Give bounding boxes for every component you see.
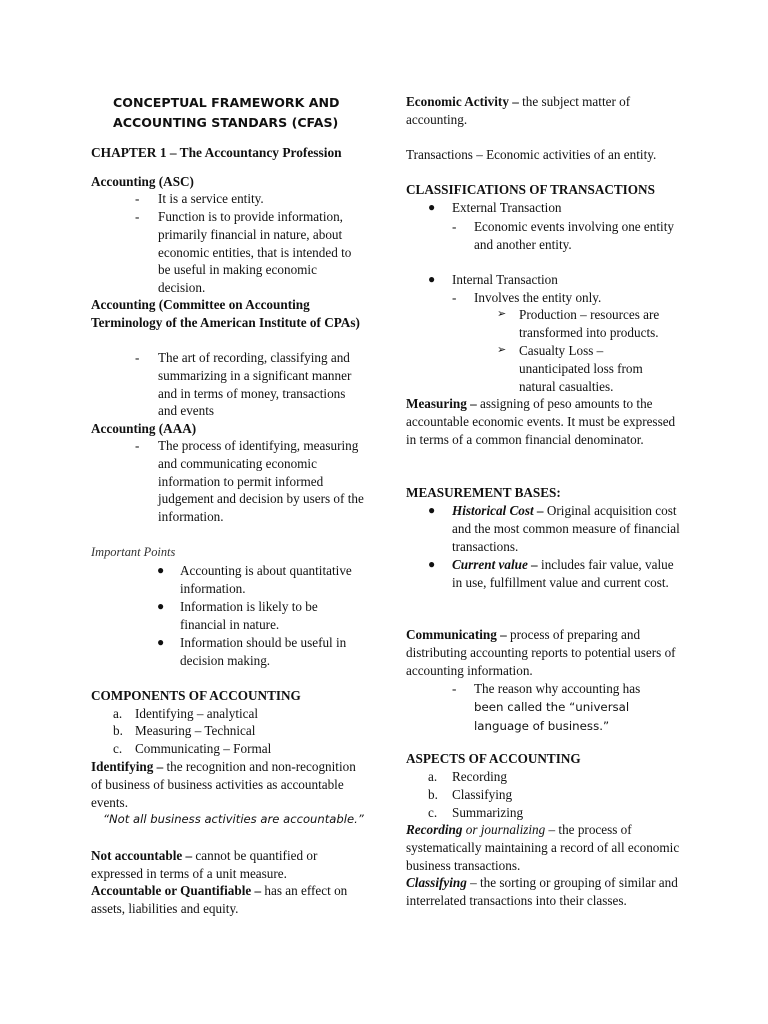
recording-paragraph: Recording or journalizing – the process of systematically maintaining a record of all economic business transactions. <box>406 822 680 873</box>
dash-marker: - <box>452 290 457 305</box>
identifying-quote: “Not all business activities are accountable.” <box>103 812 364 826</box>
arrow-bullet-icon: ➢ <box>497 344 507 356</box>
important-item-2: ● Information is likely to be financial in nature. <box>157 599 318 632</box>
casualty-loss-item: ➢ Casualty Loss – unanticipated loss from natural casualties. <box>497 343 643 394</box>
aspects-item-c: c. Summarizing <box>428 805 524 820</box>
asc-heading: Accounting (ASC) <box>91 174 194 189</box>
components-item-b: b. Measuring – Technical <box>113 723 256 738</box>
committee-heading: Accounting (Committee on Accounting Terminology of the American Institute of CPAs) <box>91 297 360 330</box>
bullet-icon: ● <box>428 503 436 517</box>
identifying-paragraph: Identifying – the recognition and non-recognition of business of business activities as accountable events. <box>91 759 356 810</box>
dash-marker: - <box>452 681 457 696</box>
internal-transaction-sub: - Involves the entity only. <box>452 290 602 305</box>
dash-marker: - <box>452 219 457 234</box>
components-item-c: c. Communicating – Formal <box>113 741 272 756</box>
classifications-heading: CLASSIFICATIONS OF TRANSACTIONS <box>406 182 655 197</box>
dash-marker: - <box>135 350 140 365</box>
communicating-paragraph: Communicating – process of preparing and distributing accounting reports to potential users of accounting information. <box>406 627 676 678</box>
bullet-icon: ● <box>428 272 436 286</box>
important-points-heading: Important Points <box>91 545 176 559</box>
classifying-paragraph: Classifying – the sorting or grouping of similar and interrelated transactions into their classes. <box>406 875 678 908</box>
communicating-sub: - The reason why accounting has been called the “universal language of business.” <box>452 681 641 733</box>
document-title: CONCEPTUAL FRAMEWORK AND ACCOUNTING STANDARS (CFAS) <box>113 95 340 130</box>
not-accountable-paragraph: Not accountable – cannot be quantified or expressed in terms of a unit measure. <box>91 848 318 881</box>
current-value-item: ● Current value – includes fair value, value in use, fulfillment value and current cost. <box>428 557 674 590</box>
dash-marker: - <box>135 209 140 224</box>
economic-activity-paragraph: Economic Activity – the subject matter of accounting. <box>406 94 631 127</box>
aspects-item-a: a. Recording <box>428 769 507 784</box>
aspects-heading: ASPECTS OF ACCOUNTING <box>406 751 581 766</box>
aspects-item-b: b. Classifying <box>428 787 513 802</box>
internal-transaction: ● Internal Transaction <box>428 272 558 287</box>
arrow-bullet-icon: ➢ <box>497 308 507 320</box>
important-item-3: ● Information should be useful in decision making. <box>157 635 347 668</box>
important-item-1: ● Accounting is about quantitative information. <box>157 563 352 596</box>
bullet-icon: ● <box>157 563 165 577</box>
committee-item-1: - The art of recording, classifying and summarizing in a significant manner and in terms of money, transactions and events <box>135 350 352 419</box>
transactions-paragraph: Transactions – Economic activities of an entity. <box>406 147 657 162</box>
components-heading: COMPONENTS OF ACCOUNTING <box>91 688 301 703</box>
bullet-icon: ● <box>428 557 436 571</box>
aaa-item-1: - The process of identifying, measuring and communicating economic information to permit informed judgement and decision by users of the information. <box>135 438 364 525</box>
aaa-heading: Accounting (AAA) <box>91 421 197 436</box>
external-transaction-sub: - Economic events involving one entity and another entity. <box>452 219 674 252</box>
measuring-paragraph: Measuring – assigning of peso amounts to the accountable economic events. It must be expressed in terms of a common financial denominator. <box>406 396 676 447</box>
historical-cost-item: ● Historical Cost – Original acquisition cost and the most common measure of financial transactions. <box>428 503 680 554</box>
asc-item-1: - It is a service entity. <box>135 191 264 206</box>
bullet-icon: ● <box>428 200 436 214</box>
bullet-icon: ● <box>157 635 165 649</box>
production-item: ➢ Production – resources are transformed into products. <box>497 307 660 340</box>
bullet-icon: ● <box>157 599 165 613</box>
components-item-a: a. Identifying – analytical <box>113 706 259 721</box>
accountable-paragraph: Accountable or Quantifiable – has an effect on assets, liabilities and equity. <box>91 883 348 916</box>
dash-marker: - <box>135 191 140 206</box>
dash-marker: - <box>135 438 140 453</box>
measurement-bases-heading: MEASUREMENT BASES: <box>406 485 561 500</box>
chapter-heading: CHAPTER 1 – The Accountancy Profession <box>91 145 342 160</box>
asc-item-2: - Function is to provide information, primarily financial in nature, about economic entities, that is intended to be useful in making economic decision. <box>135 209 352 296</box>
external-transaction: ● External Transaction <box>428 200 562 215</box>
